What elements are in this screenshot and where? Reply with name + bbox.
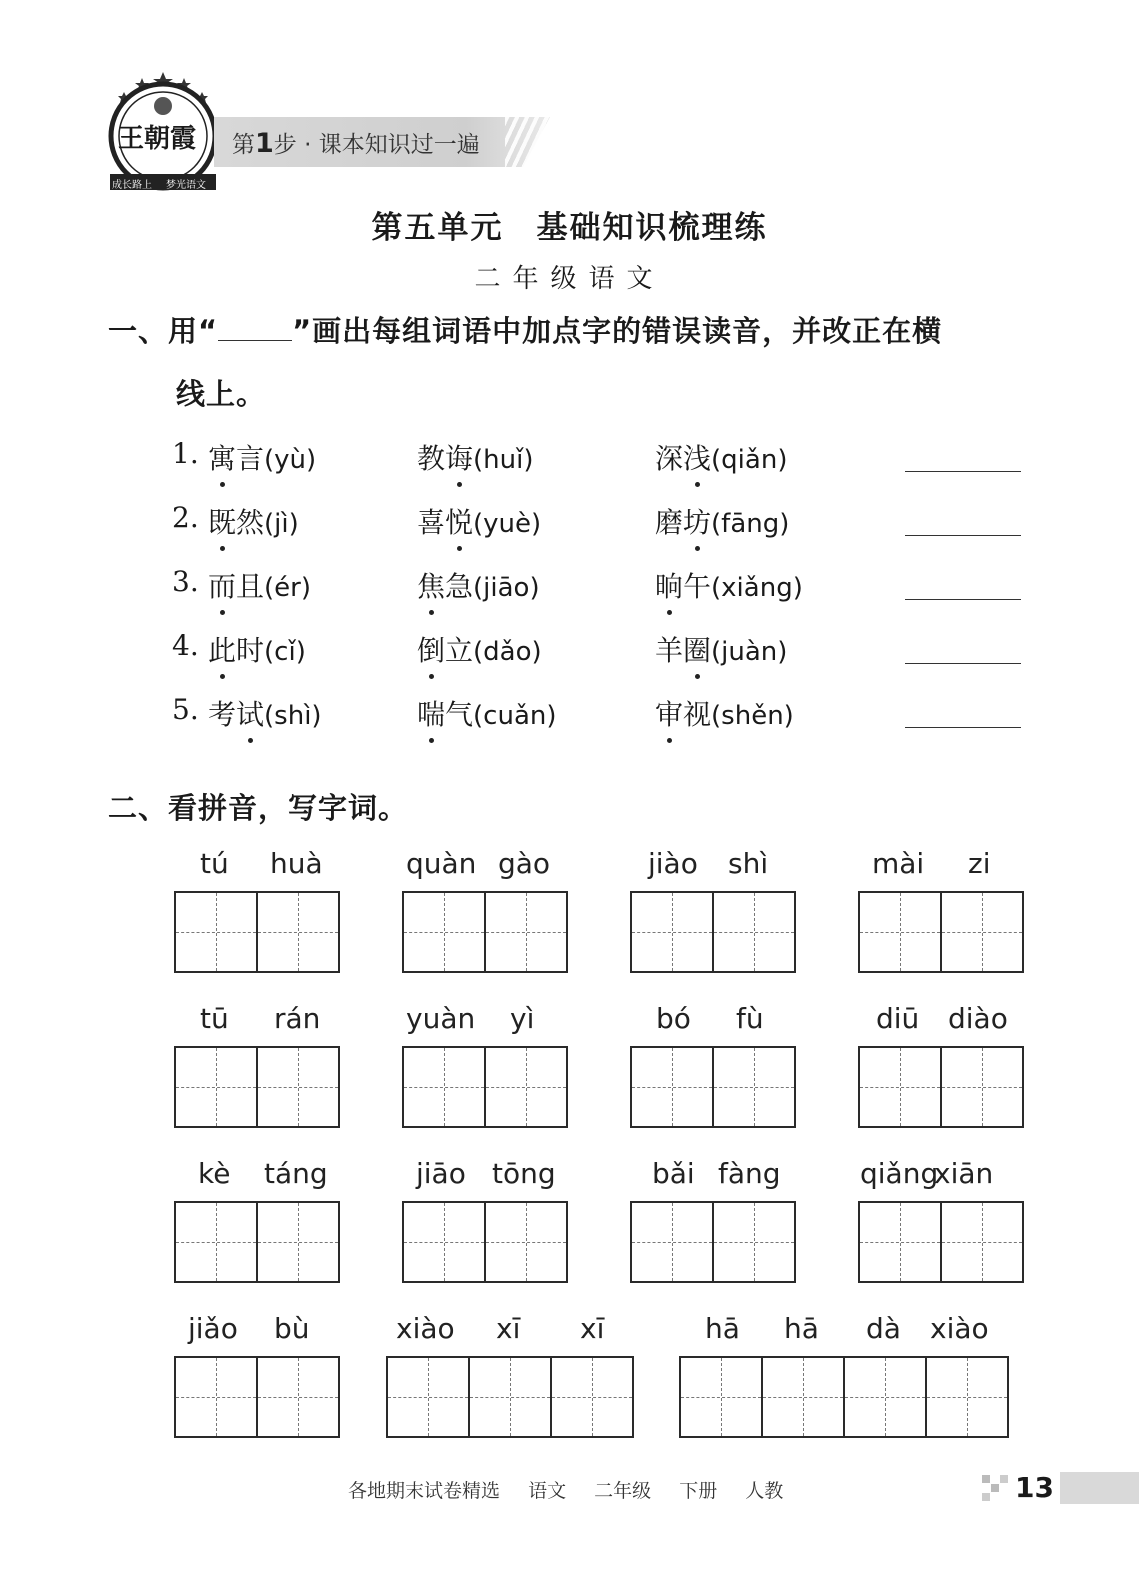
pinyin-syllable: dà: [866, 1312, 901, 1345]
q1-row-number: 5.: [172, 693, 199, 726]
writing-box[interactable]: [552, 1358, 632, 1436]
writing-box[interactable]: [486, 1048, 566, 1126]
banner-stripes: [505, 117, 553, 167]
question-1-prompt: 一、用“ ”画出每组词语中加点字的错误读音，并改正在横: [108, 314, 943, 348]
question-1-prompt-cont: 线上。: [176, 377, 267, 411]
footer-edition: 人教: [745, 1480, 784, 1502]
pinyin-syllable: jiǎo: [188, 1312, 238, 1345]
q1-row: [0, 693, 1139, 733]
q1-word-item: 喜悦(yuè): [417, 501, 541, 541]
writing-box[interactable]: [927, 1358, 1007, 1436]
writing-box[interactable]: [942, 1203, 1022, 1281]
writing-box[interactable]: [176, 1203, 258, 1281]
q1-word-item: 晌午(xiǎng): [655, 565, 803, 605]
pinyin-syllable: fù: [736, 1002, 764, 1035]
character-grid: [630, 1046, 796, 1128]
underline-sample: [218, 314, 292, 341]
q1-word-item: 羊圈(juàn): [655, 629, 787, 669]
pinyin-syllable: tū: [200, 1002, 229, 1035]
character-grid: [402, 1201, 568, 1283]
character-grid: [630, 891, 796, 973]
pinyin-syllable: hā: [705, 1312, 740, 1345]
pinyin-syllable: bù: [274, 1312, 310, 1345]
pinyin-syllable: xiān: [934, 1157, 994, 1190]
q1-row-number: 2.: [172, 501, 199, 534]
writing-box[interactable]: [486, 893, 566, 971]
pinyin-syllable: diū: [876, 1002, 920, 1035]
pinyin-syllable: gào: [498, 847, 551, 880]
q1-word-item: 深浅(qiǎn): [655, 437, 787, 477]
page-corner-icon: [982, 1475, 1008, 1501]
writing-box[interactable]: [258, 893, 338, 971]
writing-box[interactable]: [681, 1358, 763, 1436]
pinyin-syllable: táng: [264, 1157, 328, 1190]
pinyin-syllable: qiǎng: [860, 1157, 939, 1190]
q1-word-item: 焦急(jiāo): [417, 565, 540, 605]
writing-box[interactable]: [176, 893, 258, 971]
writing-box[interactable]: [404, 893, 486, 971]
pinyin-syllable: bǎi: [652, 1157, 695, 1190]
writing-box[interactable]: [404, 1048, 486, 1126]
q1-row: [0, 565, 1139, 605]
page-title: 第五单元 基础知识梳理练: [371, 210, 768, 246]
character-grid: [174, 1201, 340, 1283]
page-number: 13: [1015, 1471, 1054, 1504]
footer-subject: 语文: [528, 1480, 567, 1502]
q1-row-number: 1.: [172, 437, 199, 470]
writing-box[interactable]: [714, 893, 794, 971]
q1-word-item: 而且(ér): [208, 565, 311, 605]
writing-box[interactable]: [258, 1358, 338, 1436]
footer-book: 各地期末试卷精选: [348, 1480, 501, 1502]
footer: [348, 1476, 805, 1503]
page-number-bar: [1060, 1472, 1139, 1504]
writing-box[interactable]: [860, 1048, 942, 1126]
page-subtitle: 二年级语文: [474, 264, 665, 294]
q1-word-item: 既然(jì): [208, 501, 299, 541]
pinyin-syllable: jiào: [648, 847, 698, 880]
answer-line[interactable]: [905, 599, 1021, 600]
character-grid: [679, 1356, 1009, 1438]
writing-box[interactable]: [176, 1358, 258, 1436]
pinyin-syllable: fàng: [718, 1157, 781, 1190]
writing-box[interactable]: [632, 893, 714, 971]
pinyin-syllable: jiāo: [416, 1157, 466, 1190]
q1-row: [0, 629, 1139, 669]
writing-box[interactable]: [714, 1203, 794, 1281]
q1-row: [0, 501, 1139, 541]
character-grid: [402, 1046, 568, 1128]
pinyin-syllable: shì: [728, 847, 769, 880]
character-grid: [858, 1046, 1024, 1128]
pinyin-syllable: tú: [200, 847, 229, 880]
pinyin-syllable: bó: [656, 1002, 691, 1035]
writing-box[interactable]: [258, 1203, 338, 1281]
q1-word-item: 考试(shì): [208, 693, 322, 733]
q1-word-item: 倒立(dǎo): [417, 629, 542, 669]
writing-box[interactable]: [714, 1048, 794, 1126]
character-grid: [174, 1046, 340, 1128]
answer-line[interactable]: [905, 535, 1021, 536]
writing-box[interactable]: [470, 1358, 552, 1436]
writing-box[interactable]: [845, 1358, 927, 1436]
pinyin-syllable: huà: [270, 847, 323, 880]
q1-row: [0, 437, 1139, 477]
q1-row-number: 4.: [172, 629, 199, 662]
pinyin-syllable: diào: [948, 1002, 1008, 1035]
pinyin-syllable: yuàn: [406, 1002, 476, 1035]
logo-slogan-left: 成长路上: [112, 180, 152, 191]
q1-word-item: 审视(shěn): [655, 693, 794, 733]
pinyin-syllable: rán: [274, 1002, 321, 1035]
q1-word-item: 磨坊(fāng): [655, 501, 789, 541]
pinyin-syllable: xī: [580, 1312, 605, 1345]
q1-word-item: 教诲(huǐ): [417, 437, 534, 477]
pinyin-syllable: mài: [872, 847, 925, 880]
logo-slogan-right: 梦光语文: [166, 180, 206, 191]
character-grid: [630, 1201, 796, 1283]
writing-box[interactable]: [860, 1203, 942, 1281]
logo-name: 王朝霞: [118, 124, 197, 154]
character-grid: [174, 891, 340, 973]
q1-word-item: 寓言(yù): [208, 437, 316, 477]
character-grid: [174, 1356, 340, 1438]
writing-box[interactable]: [486, 1203, 566, 1281]
pinyin-syllable: yì: [510, 1002, 535, 1035]
writing-box[interactable]: [942, 893, 1022, 971]
pinyin-syllable: zi: [968, 847, 991, 880]
q1-word-item: 此时(cǐ): [208, 629, 306, 669]
question-2-prompt: 二、看拼音，写字词。: [108, 791, 409, 825]
pinyin-syllable: kè: [198, 1157, 231, 1190]
writing-box[interactable]: [632, 1203, 714, 1281]
pinyin-syllable: xiào: [396, 1312, 455, 1345]
answer-line[interactable]: [905, 471, 1021, 472]
pinyin-syllable: tōng: [492, 1157, 556, 1190]
step-label: 第1步 · 课本知识过一遍: [232, 128, 480, 159]
q1-row-number: 3.: [172, 565, 199, 598]
character-grid: [858, 1201, 1024, 1283]
character-grid: [858, 891, 1024, 973]
answer-line[interactable]: [905, 727, 1021, 728]
writing-box[interactable]: [632, 1048, 714, 1126]
footer-grade: 二年级: [594, 1480, 652, 1502]
pinyin-syllable: xī: [496, 1312, 521, 1345]
writing-box[interactable]: [763, 1358, 845, 1436]
character-grid: [402, 891, 568, 973]
q1-word-item: 喘气(cuǎn): [417, 693, 557, 733]
character-grid: [386, 1356, 634, 1438]
pinyin-syllable: quàn: [406, 847, 477, 880]
writing-box[interactable]: [860, 893, 942, 971]
writing-box[interactable]: [176, 1048, 258, 1126]
pinyin-syllable: hā: [784, 1312, 819, 1345]
answer-line[interactable]: [905, 663, 1021, 664]
writing-box[interactable]: [258, 1048, 338, 1126]
writing-box[interactable]: [404, 1203, 486, 1281]
writing-box[interactable]: [388, 1358, 470, 1436]
footer-volume: 下册: [679, 1480, 718, 1502]
pinyin-syllable: xiào: [930, 1312, 989, 1345]
writing-box[interactable]: [942, 1048, 1022, 1126]
